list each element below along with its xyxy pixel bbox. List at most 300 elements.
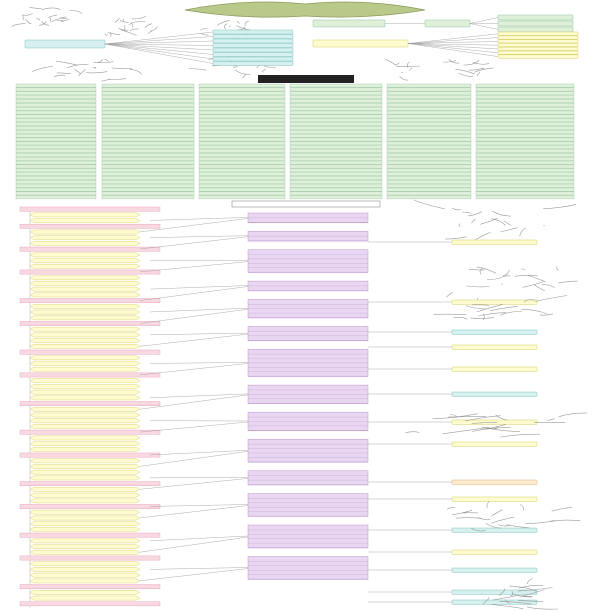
top-sketch-left-1-stroke	[51, 17, 66, 22]
table-cell	[102, 84, 194, 87]
table-cell	[476, 130, 574, 133]
top-left-branch-2-box	[213, 39, 293, 43]
table-cell	[102, 138, 194, 141]
top-sketch-left-2-stroke	[148, 32, 152, 34]
middle-connector-b-3	[140, 287, 248, 301]
table-cell	[290, 161, 382, 164]
table-cell	[387, 92, 471, 95]
left-node-50	[30, 493, 140, 497]
left-node-45	[30, 464, 140, 468]
table-cell	[102, 107, 194, 110]
top-right-branch-b-1-box	[498, 36, 578, 39]
middle-connector-b-4	[140, 309, 248, 323]
table-cell	[199, 192, 285, 195]
top-right-branch-b-1	[498, 36, 578, 39]
middle-group-8	[140, 412, 368, 432]
left-node-bar	[30, 424, 140, 428]
top-right-a-connector-0	[470, 18, 498, 24]
table-cell	[387, 84, 471, 87]
table-cell	[290, 196, 382, 199]
middle-connector-b-6	[140, 363, 248, 374]
table-cell	[387, 99, 471, 102]
left-node-23	[30, 339, 140, 343]
top-sketch-right-stroke	[464, 60, 480, 65]
table-cell	[199, 99, 285, 102]
table-cell	[290, 92, 382, 95]
left-node-10	[30, 264, 140, 268]
right-sketch-6-stroke	[519, 585, 543, 588]
top-sketch-center-2-stroke	[235, 70, 250, 74]
top-sketch-right-stroke	[474, 68, 493, 72]
left-node-bar	[30, 447, 140, 451]
top-sketch-left-2-stroke	[132, 16, 146, 19]
middle-group-5	[140, 327, 368, 347]
right-label-column	[368, 240, 537, 604]
table-cell	[16, 192, 96, 195]
table-cell	[199, 142, 285, 145]
top-sketch-left-1-stroke	[57, 19, 70, 21]
table-cell	[16, 149, 96, 152]
table-cell	[387, 157, 471, 160]
table-cell	[102, 180, 194, 183]
left-node-22	[30, 333, 140, 337]
right-sketch-6-stroke	[492, 604, 524, 608]
table-section-title-bar	[258, 75, 354, 83]
table-cell	[16, 88, 96, 91]
left-node-53	[30, 510, 140, 514]
table-cell	[476, 138, 574, 141]
top-right-branch-b-4-box	[498, 47, 578, 50]
table-cell	[16, 134, 96, 137]
table-cell	[199, 111, 285, 114]
table-cell	[16, 188, 96, 191]
left-node-bar	[30, 436, 140, 440]
table-cell	[16, 111, 96, 114]
right-sketch-4-stroke	[547, 419, 555, 421]
left-node-bar	[30, 464, 140, 468]
left-node-bar	[30, 264, 140, 268]
table-cell	[387, 126, 471, 129]
table-cell	[199, 153, 285, 156]
left-node-bar	[20, 504, 160, 508]
top-sketch-left-2-stroke	[115, 18, 120, 22]
table-cell	[476, 142, 574, 145]
left-node-31	[30, 384, 140, 388]
left-node-54	[30, 516, 140, 520]
table-cell	[387, 165, 471, 168]
left-node-3	[20, 224, 160, 228]
table-cell	[290, 180, 382, 183]
right-sketch-4-stroke	[496, 415, 507, 420]
left-node-bar	[30, 487, 140, 491]
middle-group-column	[140, 213, 368, 581]
top-right-branch-a-0-box	[498, 15, 573, 20]
right-sketch-5-stroke	[550, 520, 580, 522]
table-cell	[290, 103, 382, 106]
top-sketch-left-1	[12, 8, 83, 27]
top-sketch-left-3-stroke	[93, 59, 103, 62]
table-cell	[16, 173, 96, 176]
table-cell	[16, 96, 96, 99]
right-label-9	[452, 497, 537, 501]
top-right-branch-b-6-box	[498, 55, 578, 58]
table-cell	[290, 123, 382, 126]
top-sketch-left-1-stroke	[45, 8, 61, 10]
table-cell	[102, 103, 194, 106]
right-sketch-2-stroke	[501, 284, 503, 285]
left-node-bar	[30, 544, 140, 548]
left-node-bar	[20, 585, 160, 589]
table-cell	[102, 184, 194, 187]
top-left-branch-6-box	[213, 57, 293, 61]
middle-connector-b-2	[140, 262, 248, 272]
table-cell	[102, 146, 194, 149]
table-cell	[16, 92, 96, 95]
middle-group-11	[140, 494, 368, 518]
top-sketch-left-3-stroke	[67, 64, 89, 68]
left-node-bar	[30, 459, 140, 463]
left-node-bar	[30, 573, 140, 577]
left-node-bar	[30, 241, 140, 245]
middle-group-4	[140, 299, 368, 323]
table-cell	[387, 149, 471, 152]
middle-connector-1	[150, 236, 248, 238]
left-node-bar	[30, 230, 140, 234]
right-sketch-5-stroke	[456, 518, 482, 519]
table-cell	[476, 192, 574, 195]
table-cell	[16, 153, 96, 156]
middle-group-0	[140, 213, 368, 232]
left-node-33	[30, 396, 140, 400]
table-cell	[16, 142, 96, 145]
table-cell	[199, 126, 285, 129]
right-label-3	[452, 345, 537, 349]
table-cell	[290, 84, 382, 87]
top-left-connector-0	[105, 32, 213, 44]
left-node-bar	[30, 304, 140, 308]
left-node-bar	[30, 276, 140, 280]
right-sketch-2-stroke	[527, 275, 545, 282]
right-sketch-1-stroke	[493, 211, 511, 216]
table-cell	[476, 176, 574, 179]
left-node-26	[30, 356, 140, 360]
left-node-bar	[30, 476, 140, 480]
table-cell	[199, 169, 285, 172]
table-cell	[290, 88, 382, 91]
top-right-branch-b-3-box	[498, 43, 578, 46]
top-sketch-center-stroke	[245, 21, 249, 26]
table-cell	[476, 196, 574, 199]
top-sketch-center-2-stroke	[262, 69, 266, 72]
left-node-bar	[30, 281, 140, 285]
top-right-b-connector-6	[408, 44, 498, 57]
left-node-34	[20, 401, 160, 405]
right-label-0-box	[452, 240, 537, 244]
top-sketch-right-stroke	[409, 68, 412, 71]
left-node-bar	[20, 482, 160, 486]
right-sketch-2-stroke	[480, 269, 482, 275]
left-node-17	[30, 304, 140, 308]
table-cell	[387, 107, 471, 110]
top-right-branch-a-0	[498, 15, 573, 20]
top-right-branch-b-3	[498, 43, 578, 46]
left-node-bar	[30, 579, 140, 583]
right-sketch-5-stroke	[491, 517, 514, 523]
top-sketch-left-3-stroke	[105, 59, 109, 62]
top-sketch-center-stroke	[224, 24, 227, 29]
left-node-bar	[30, 327, 140, 331]
top-left-branch-3	[213, 44, 293, 48]
left-node-bar	[30, 356, 140, 360]
table-cell	[16, 169, 96, 172]
left-node-bar	[30, 470, 140, 474]
table-cell	[199, 184, 285, 187]
top-right-a-connector-2	[470, 24, 498, 30]
table-cell	[290, 138, 382, 141]
top-sketch-left-2-stroke	[145, 24, 152, 28]
right-sketch-2-stroke	[523, 282, 544, 288]
table-cell	[102, 161, 194, 164]
left-node-12	[30, 276, 140, 280]
left-node-bar	[20, 350, 160, 354]
table-column-2	[199, 84, 285, 199]
table-cell	[290, 184, 382, 187]
table-cell	[102, 153, 194, 156]
table-cell	[102, 196, 194, 199]
middle-connector-13	[150, 568, 248, 570]
top-sketch-left-3-stroke	[54, 75, 65, 76]
table-cell	[290, 192, 382, 195]
table-cell	[102, 192, 194, 195]
table-cell	[102, 96, 194, 99]
right-label-6-box	[452, 420, 537, 424]
top-sketch-left-2-stroke	[105, 34, 108, 36]
right-sketch-4-stroke	[448, 416, 486, 417]
left-node-bar	[20, 247, 160, 251]
right-label-8	[452, 480, 537, 484]
top-sketch-center-stroke	[237, 21, 240, 23]
top-right-label-b	[425, 20, 470, 27]
left-node-bar	[30, 590, 140, 594]
table-cell	[476, 126, 574, 129]
table-cell	[199, 134, 285, 137]
top-sketch-right-stroke	[443, 61, 456, 63]
middle-connector-7	[150, 394, 248, 398]
table-cell	[199, 84, 285, 87]
right-sketch-2-stroke	[557, 266, 559, 270]
middle-connector-b-5	[140, 334, 248, 346]
table-cell	[290, 173, 382, 176]
left-node-bar	[20, 207, 160, 211]
top-sketch-left-2-stroke	[110, 32, 111, 37]
right-sketch-3-stroke	[446, 293, 453, 298]
right-label-12-box	[452, 568, 537, 572]
top-sketch-right-stroke	[395, 63, 399, 65]
table-cell	[387, 115, 471, 118]
left-node-0	[20, 207, 160, 211]
table-cell	[476, 161, 574, 164]
table-cell	[199, 196, 285, 199]
left-node-bar	[30, 258, 140, 262]
top-right-branch-b-0-box	[498, 32, 578, 35]
top-sketch-left-1-stroke	[50, 17, 51, 21]
left-node-64	[30, 573, 140, 577]
right-sketch-3-stroke	[491, 306, 518, 310]
table-cell	[102, 111, 194, 114]
right-sketch-5-stroke	[486, 523, 502, 528]
table-cell	[387, 173, 471, 176]
left-node-24	[30, 344, 140, 348]
table-cell	[387, 96, 471, 99]
top-right-label-a	[313, 20, 385, 27]
right-sketch-1-stroke	[543, 204, 576, 208]
right-sketch-3-stroke	[501, 312, 522, 316]
right-sketch-2-stroke	[515, 275, 538, 276]
right-sketch-3-stroke	[521, 309, 546, 314]
right-sketch-5-stroke	[520, 505, 524, 511]
left-node-bar	[30, 562, 140, 566]
left-node-44	[30, 459, 140, 463]
left-node-13	[30, 281, 140, 285]
right-sketch-3-stroke	[535, 296, 567, 302]
banner	[185, 2, 425, 17]
left-node-61	[20, 556, 160, 560]
right-sketch-2-stroke	[534, 284, 545, 291]
right-label-7	[452, 442, 537, 446]
top-sketch-left-2-stroke	[121, 30, 137, 36]
table-cell	[16, 161, 96, 164]
left-node-67	[30, 590, 140, 594]
right-sketch-2	[466, 266, 577, 291]
table-cell	[476, 184, 574, 187]
right-sketch-1	[414, 200, 576, 240]
left-node-20	[20, 321, 160, 325]
table-cell	[476, 96, 574, 99]
right-sketch-5-stroke	[552, 507, 572, 511]
left-node-bar	[30, 596, 140, 600]
left-node-bar	[30, 361, 140, 365]
top-sketch-left-3-stroke	[130, 69, 142, 74]
right-sketch-3-stroke	[471, 318, 495, 319]
table-cell	[102, 173, 194, 176]
middle-connector-b-8	[140, 422, 248, 432]
left-node-69	[20, 602, 160, 606]
left-node-6	[30, 241, 140, 245]
table-cell	[16, 184, 96, 187]
table-cell	[199, 119, 285, 122]
left-node-bar	[30, 316, 140, 320]
right-label-4-box	[452, 367, 537, 371]
right-sketch-5-stroke	[478, 518, 490, 520]
left-node-bar	[30, 516, 140, 520]
top-left-branch-5	[213, 53, 293, 57]
left-node-21	[30, 327, 140, 331]
right-sketch-2-stroke	[522, 269, 526, 270]
table-cell	[290, 99, 382, 102]
left-node-bar	[30, 510, 140, 514]
right-label-5	[452, 392, 537, 396]
right-label-7-box	[452, 442, 537, 446]
table-cell	[199, 188, 285, 191]
table-cell	[476, 84, 574, 87]
right-label-12	[452, 568, 537, 572]
top-right-branch-b-2-box	[498, 40, 578, 43]
middle-group-6	[140, 349, 368, 376]
table-cell	[16, 130, 96, 133]
right-sketch-3	[434, 293, 568, 320]
left-node-36	[30, 413, 140, 417]
table-cell	[199, 146, 285, 149]
left-node-42	[30, 447, 140, 451]
left-node-56	[30, 527, 140, 531]
top-right-branch-a-1-box	[498, 21, 573, 26]
table-cell	[290, 119, 382, 122]
left-node-9	[30, 258, 140, 262]
table-cell	[102, 157, 194, 160]
table-cell	[102, 92, 194, 95]
table-cell	[199, 130, 285, 133]
table-cell	[387, 192, 471, 195]
table-cell	[387, 169, 471, 172]
left-node-18	[30, 310, 140, 314]
table-cell	[476, 153, 574, 156]
table-cell	[387, 188, 471, 191]
top-right-branch-a-2	[498, 27, 573, 32]
table-cell	[16, 123, 96, 126]
top-left-diagram	[25, 30, 293, 66]
top-sketch-left-2	[105, 16, 158, 36]
table-cell	[199, 180, 285, 183]
right-sketch-1-stroke	[414, 200, 445, 209]
table-cell	[199, 103, 285, 106]
table-column-4	[387, 84, 471, 199]
left-node-2	[30, 218, 140, 222]
middle-connector-4	[150, 308, 248, 312]
middle-group-2	[140, 250, 368, 273]
right-label-2-box	[452, 330, 537, 334]
left-node-35	[30, 407, 140, 411]
chart-section-title-bar	[232, 201, 380, 207]
table-cell	[102, 119, 194, 122]
left-node-bar	[20, 453, 160, 457]
table-cell	[476, 173, 574, 176]
left-node-bar	[20, 430, 160, 434]
top-left-root-box	[25, 40, 105, 48]
top-left-connector-2	[105, 41, 213, 44]
middle-group-frame	[248, 525, 368, 548]
table-cell	[476, 99, 574, 102]
left-node-bar	[30, 527, 140, 531]
top-sketch-left-2-stroke	[150, 26, 157, 31]
table-cell	[387, 146, 471, 149]
right-sketch-3-stroke	[466, 306, 485, 309]
top-right-root-box	[313, 40, 408, 47]
table-cell	[387, 88, 471, 91]
table-cell	[199, 173, 285, 176]
middle-connector-12	[150, 536, 248, 541]
top-sketch-left-2-stroke	[118, 28, 128, 30]
table-cell	[102, 126, 194, 129]
middle-connector-b-13	[140, 569, 248, 581]
left-node-65	[30, 579, 140, 583]
top-sketch-left-3-stroke	[56, 61, 78, 65]
right-sketch-6-stroke	[527, 607, 558, 609]
top-left-branch-5-box	[213, 53, 293, 57]
left-node-column	[20, 207, 160, 607]
table-cell	[387, 130, 471, 133]
left-node-60	[30, 550, 140, 554]
banner-ribbon	[185, 2, 425, 17]
